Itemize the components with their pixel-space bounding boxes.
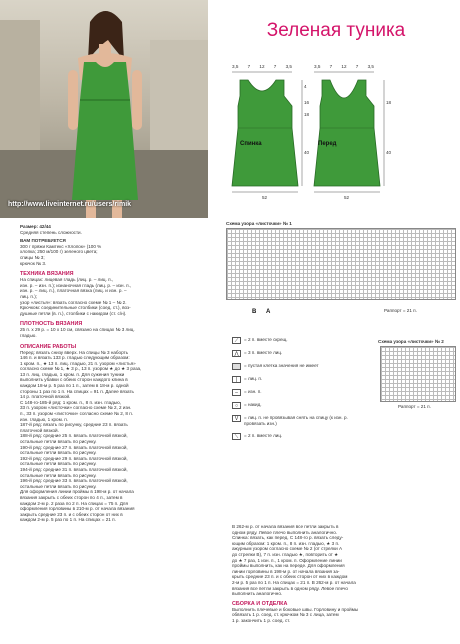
dim-side: 18 xyxy=(304,112,310,117)
back-line: проймы выполнить, как на переде. Для оформления xyxy=(232,563,345,569)
legend-text: = 2 п. вместе лиц. xyxy=(244,433,283,438)
symbol-icon xyxy=(232,363,241,370)
technique-line: Крючком: соединительные столбики (соед. ст.), воз- xyxy=(20,305,131,311)
symbol-icon: ○ xyxy=(232,402,241,409)
legend-text: = накид. xyxy=(244,402,262,407)
back-line: 2-м р. 5 раз по 1 п. На спицах = 21 п. В 262-м р. от начала xyxy=(232,579,356,585)
technique-line: лиц. п.); xyxy=(20,293,38,299)
description-line: изн. гладью, 1 кром. п. xyxy=(20,416,69,422)
back-label: Спинка xyxy=(240,141,262,147)
watermark-url: http://www.liveinternet.ru/users/rimik xyxy=(8,201,132,208)
symbol-icon: ⟋ xyxy=(232,337,241,344)
description-line: вязания закрыть с обеих сторон по 4 п., затем в xyxy=(20,494,123,500)
chart2-rapport: Раппорт = 21 п. xyxy=(398,404,431,409)
description-body xyxy=(20,350,220,523)
back-line: крыть средние 23 п. и с обеих сторон от них в каждом xyxy=(232,574,348,580)
back-line: до ★ 7 раз, 1 изн. п., 1 кром. п. Оформление линии xyxy=(232,557,342,563)
description-line: п., 33 п. узором «листочки» согласно схеме № 2, 8 п. xyxy=(20,411,133,417)
assembly-line: Выполнить плечевые и боковые швы. Горловину и проймы xyxy=(232,606,359,612)
garment-schematic xyxy=(212,58,460,218)
description-line: 146 п. и вязать 133 р. гладью следующим образом: xyxy=(20,355,130,361)
description-line: оформления горловины в 210-м р. от начала вязания xyxy=(20,506,135,512)
marker-b: B xyxy=(252,309,257,315)
front-shape xyxy=(314,80,380,186)
description-line: Перед: вязать снизу вверх. На спицы № 3 наборть xyxy=(20,349,129,355)
description-line: С 148-го-185-й ряд: 1 кром. п., 8 п. изн. гладью, xyxy=(20,399,121,405)
technique-line: узор «листья»: вязать согласно схеме № 1 – № 2. xyxy=(20,299,127,305)
dim-top: 12 xyxy=(259,64,265,69)
description-line: остальные петли вязать по рисунку. xyxy=(20,439,97,444)
description-line: платочной вязкой. xyxy=(20,427,59,433)
left-column xyxy=(20,224,220,523)
back-line: Спинка: вязать, как перед. С 148-го р. вязать следу- xyxy=(232,535,344,541)
symbol-icon: | xyxy=(232,376,241,383)
description-line: 190-й ряд: средние 27 п. вязать платочной вязкой, xyxy=(20,444,128,450)
density-line: 25 п. x 29 р. = 10 x 10 см, связано на спицах № 3 лиц. xyxy=(20,327,135,333)
right-column xyxy=(232,524,456,624)
chart1-title: Схема узора «листочки» № 1 xyxy=(226,221,292,226)
legend-item xyxy=(232,389,356,402)
description-line: стороны 1 раз по 1 п. На спицах = 91 п. Далее вязать xyxy=(20,388,134,394)
legend-text: = пустая клетка значения не имеет xyxy=(244,363,319,368)
dim-side: 40 xyxy=(386,150,392,155)
legend-text: = лиц. п. xyxy=(244,376,263,381)
back-shape xyxy=(232,80,298,186)
assembly-title: СБОРКА И ОТДЕЛКА xyxy=(232,600,288,607)
description-line: 13 п. лиц. гладью, 1 кром. п. Для сужения туники xyxy=(20,371,125,377)
density-line: гладью. xyxy=(20,332,37,338)
legend-item xyxy=(232,376,356,389)
back-line: линии горловины в 198-м р. от начала вязания за- xyxy=(232,568,340,574)
marker-a: A xyxy=(266,309,271,315)
dim-bottom: 52 xyxy=(344,195,350,200)
description-line: 196-й ряд: средние 33 п. вязать платочной вязкой, xyxy=(20,478,128,484)
back-line: выполнить аналогично. xyxy=(232,591,283,597)
symbol-icon: ⋀ xyxy=(232,350,241,357)
materials-title: ВАМ ПОТРЕБУЕТСЯ xyxy=(20,238,66,244)
legend-text: = лиц. п. не провязывая снять на спицу (к изн. р. провязать изн.) xyxy=(244,415,348,426)
description-line: 192-й ряд: средние 29 п. вязать платочной вязкой, xyxy=(20,455,128,461)
model-figure xyxy=(0,0,208,218)
description-line: Для оформления линии проймы в 198-м р. от начала xyxy=(20,489,134,495)
materials-line: спицы № 3; xyxy=(20,254,45,260)
legend-item xyxy=(232,337,356,350)
assembly-line: 1 р. закончить 1 р. соед. ст. xyxy=(232,617,291,623)
dim-top: 3,5 xyxy=(314,64,321,69)
chart1-grid xyxy=(226,228,456,300)
description-line: каждом 18-м р. 5 раз по 1 п., затем в 18-м р. одной xyxy=(20,383,129,389)
symbol-icon: V xyxy=(232,415,241,422)
dim-top: 7 xyxy=(329,64,333,69)
dim-bottom: 52 xyxy=(262,195,268,200)
materials-line: 300 г пряжи Камтекс «Хлопок» (100 % xyxy=(20,243,102,249)
dim-side: 16 xyxy=(304,100,310,105)
materials-line: крючок № 3. xyxy=(20,260,47,266)
dim-top: 12 xyxy=(341,64,347,69)
legend-item xyxy=(232,350,356,363)
description-line: остальные петли вязать по рисунку. xyxy=(20,472,97,478)
symbol-icon: ⟍ xyxy=(232,433,241,440)
description-line: каждом 2-м р. 2 раза по 2 п. На спицах = 75 п. Для xyxy=(20,500,128,506)
dim-side: 18 xyxy=(386,100,392,105)
legend xyxy=(232,337,356,446)
back-line: В 262-м р. от начала вязания все петли закрыть в xyxy=(232,524,339,529)
description-line: 14 р. платочной вязкой. xyxy=(20,394,71,400)
legend-text: = 3 п. вместе лиц. xyxy=(244,350,283,355)
dim-top: 7 xyxy=(355,64,359,69)
description-line: остальные петли вязать по рисунку. xyxy=(20,450,97,456)
technique-line: изн. р. – лиц. п.), платочная вязка (лиц. и изн. р. – xyxy=(20,288,127,294)
legend-item xyxy=(232,402,356,415)
dim-top: 3,5 xyxy=(367,64,374,69)
description-line: закрыть средние 23 п. и с обеих сторон от них в xyxy=(20,511,123,517)
dim-top: 3,5 xyxy=(285,64,292,69)
legend-text: = 2 п. вместе скрещ. xyxy=(244,337,288,342)
dim-top: 7 xyxy=(247,64,251,69)
description-line: выполнить убавки с обеих сторон каждого клина в xyxy=(20,377,128,383)
front-top-dims xyxy=(314,64,374,69)
description-line: согласно схеме № 1, ★ 3 р., 13 п. узором ★ до ★ 3 раза, xyxy=(20,366,142,372)
back-line: одном ряду. Левое плечо выполнить аналогично. xyxy=(232,529,338,535)
description-line: остальные петли вязать по рисунку. xyxy=(20,483,97,489)
size-text: Размер: 42/44 xyxy=(20,224,51,229)
technique-line: На спицах: лицевая гладь (лиц. р. – лиц. п., xyxy=(20,277,114,283)
back-line: ажурным узором согласно схеме № 2 (от стрелки А xyxy=(232,546,343,552)
description-line: 1 кром. п., ★ 13 п. лиц. гладью, 21 п. узором «листья» xyxy=(20,360,136,366)
back-top-dims xyxy=(232,64,292,69)
back-line: ющим образом: 1 кром. п., 8 п. изн. гладью, ★ 3 п. xyxy=(232,540,340,546)
chart2-title: Схема узора «листочки» № 2 xyxy=(378,339,444,344)
technique-title: ТЕХНИКА ВЯЗАНИЯ xyxy=(20,271,74,278)
description-line: остальные петли вязать по рисунку. xyxy=(20,461,97,467)
legend-item xyxy=(232,415,356,433)
technique-line: изн. р. – изн. п.); изнаночная гладь (лиц. р. – изн. п., xyxy=(20,282,132,288)
density-title: ПЛОТНОСТЬ ВЯЗАНИЯ xyxy=(20,321,83,328)
materials-line: хлопка; 250 м/100 г) зеленого цвета; xyxy=(20,249,98,255)
assembly-body xyxy=(232,607,456,624)
dim-top: 3,5 xyxy=(232,64,239,69)
description-line: 188-й ряд: средние 25 п. вязать платочной вязкой, xyxy=(20,433,128,439)
legend-text: = изн. п. xyxy=(244,389,262,394)
back-line: вязания все петли закрыть в одном ряду. Левое плечо xyxy=(232,585,348,591)
description-line: каждом 2-м р. 5 раз по 1 п. На спицах = 21 п. xyxy=(20,517,116,523)
assembly-line: обвязать 1 р. соед. ст. крючком № 3 с лица, затем xyxy=(232,612,339,618)
dim-top: 7 xyxy=(273,64,277,69)
description-line: 187-й ряд: вязать по рисунку, средние 23 п. вязать xyxy=(20,422,128,428)
back-description xyxy=(232,524,456,597)
page-title: Зеленая туника xyxy=(266,20,406,41)
dim-side: 40 xyxy=(304,150,310,155)
dim-side: 4 xyxy=(304,84,307,89)
description-title: ОПИСАНИЕ РАБОТЫ xyxy=(20,343,77,350)
technique-line: душные петли (в. п.), столбики с накидом (ст. с/н). xyxy=(20,310,127,316)
legend-item xyxy=(232,363,356,376)
front-label: Перед xyxy=(318,141,337,147)
chart1-rapport: Раппорт = 21 п. xyxy=(384,308,417,313)
chart2-grid xyxy=(380,346,456,402)
description-line: 33 п. узором «листочки» согласно схеме № 2, 2 изн. xyxy=(20,405,132,411)
back-line: до стрелки В), 7 п. изн. гладью ★, повторить от ★ xyxy=(232,551,339,557)
model-photo xyxy=(0,0,208,218)
symbol-icon: – xyxy=(232,389,241,396)
difficulty-text: Средняя степень сложности. xyxy=(20,229,82,235)
legend-item xyxy=(232,433,356,446)
description-line: 194-й ряд: средние 31 п. вязать платочной вязкой, xyxy=(20,466,128,472)
